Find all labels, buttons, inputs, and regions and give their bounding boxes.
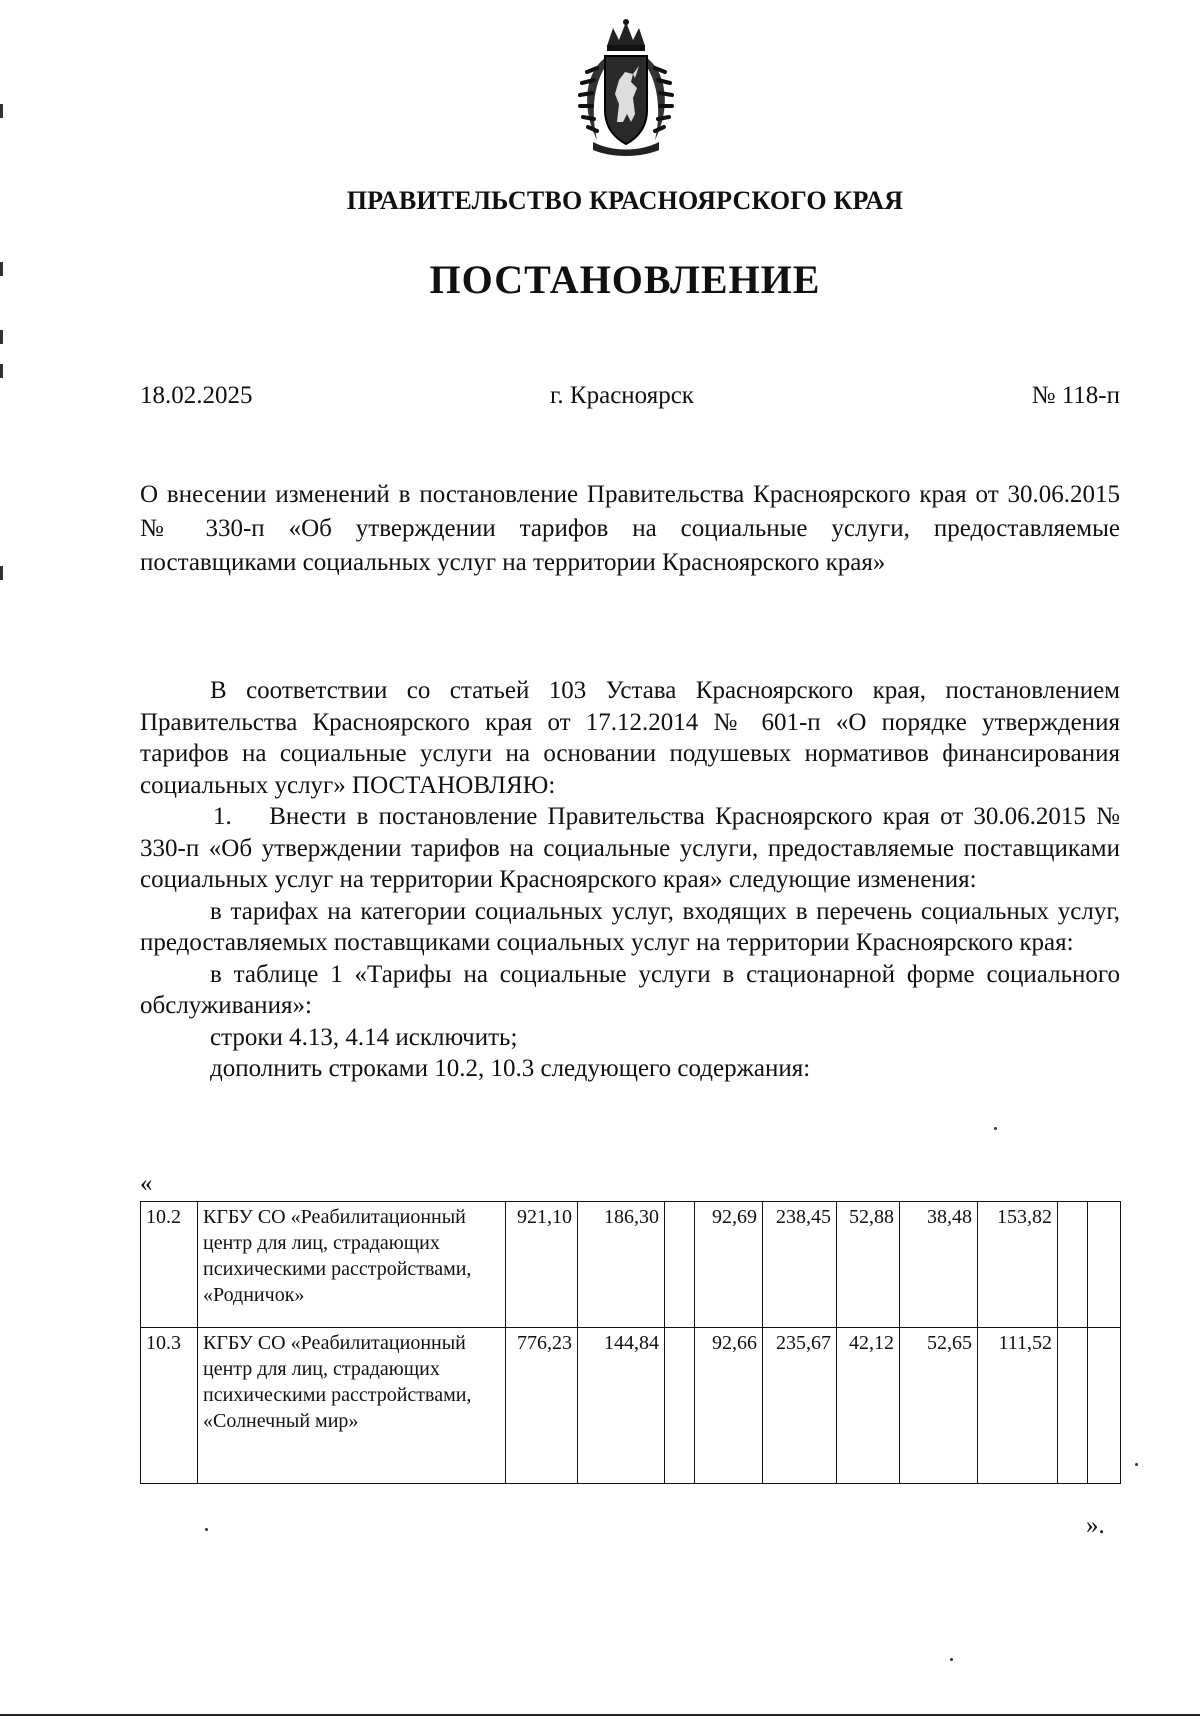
scan-speck (1135, 1463, 1138, 1466)
tariff-cell: 153,82 (978, 1202, 1058, 1328)
tariff-table (140, 1201, 1121, 1484)
tariff-cell: 111,52 (978, 1328, 1058, 1484)
provider-name-cell: КГБУ СО «Реабилитационный центр для лиц, страдающих психическими расстройствами, «Родничок» (198, 1202, 506, 1328)
tariffs-intro-paragraph: в тарифах на категории социальных услуг, входящих в перечень социальных услуг, предоставляемых поставщиками социальных услуг на территории Красноярского края: (140, 897, 1120, 956)
table-quote-open: « (140, 1170, 153, 1197)
tariff-cell: 235,67 (763, 1328, 837, 1484)
row-number-cell: 10.2 (141, 1202, 198, 1328)
table-row (141, 1202, 1121, 1328)
point-1-paragraph: 1. Внести в постановление Правительства Красноярского края от 30.06.2015 № 330-п «Об утверждении тарифов на социальные услуги, предоставляемые поставщиками социальных услуг на территории Красноярского края» следующие изменения: (140, 803, 1120, 893)
document-body (140, 675, 1120, 1085)
rows-exclude-paragraph: строки 4.13, 4.14 исключить; (210, 1023, 518, 1051)
preamble-paragraph: В соответствии со статьей 103 Устава Красноярского края, постановлением Правительства Красноярского края от 17.12.2014 № 601-п «О порядке утверждения тарифов на социальные услуги на основании подушевых нормативов финансирования социальных услуг» ПОСТАНОВЛЯЮ: (140, 677, 1120, 799)
document-number: № 118-п (1031, 382, 1120, 409)
coat-of-arms-emblem (567, 18, 685, 160)
tariff-cell (665, 1202, 695, 1328)
table-row (141, 1328, 1121, 1484)
scan-speck (950, 1658, 953, 1661)
tariff-cell: 186,30 (578, 1202, 665, 1328)
tariff-cell: 38,48 (900, 1202, 978, 1328)
table1-intro-paragraph: в таблице 1 «Тарифы на социальные услуги в стационарной форме социального обслуживания»: (140, 960, 1120, 1019)
tariff-cell: 776,23 (506, 1328, 578, 1484)
tariff-cell: 921,10 (506, 1202, 578, 1328)
tariff-cell (1058, 1328, 1088, 1484)
rows-add-paragraph: дополнить строками 10.2, 10.3 следующего содержания: (210, 1055, 811, 1082)
tariff-cell (665, 1328, 695, 1484)
document-date: 18.02.2025 (140, 382, 253, 409)
tariff-cell: 144,84 (578, 1328, 665, 1484)
tariff-cell (1088, 1202, 1121, 1328)
tariff-cell: 42,12 (837, 1328, 900, 1484)
table-quote-close: ». (1086, 1512, 1105, 1539)
tariff-cell (1088, 1328, 1121, 1484)
tariff-cell: 238,45 (763, 1202, 837, 1328)
provider-name-cell: КГБУ СО «Реабилитационный центр для лиц, страдающих психическими расстройствами, «Солнечный мир» (198, 1328, 506, 1484)
scan-speck (994, 1127, 997, 1130)
tariff-cell (1058, 1202, 1088, 1328)
organization-title: ПРАВИТЕЛЬСТВО КРАСНОЯРСКОГО КРАЯ (346, 186, 904, 215)
row-number-cell: 10.3 (141, 1328, 198, 1484)
tariff-cell: 52,65 (900, 1328, 978, 1484)
document-type-heading: ПОСТАНОВЛЕНИЕ (429, 257, 821, 302)
tariff-cell: 92,66 (695, 1328, 763, 1484)
scan-speck (205, 1528, 208, 1531)
tariff-cell: 52,88 (837, 1202, 900, 1328)
document-city: г. Красноярск (550, 382, 694, 409)
tariff-cell: 92,69 (695, 1202, 763, 1328)
document-subject: О внесении изменений в постановление Правительства Красноярского края от 30.06.2015 № 330-п «Об утверждении тарифов на социальные услуги, предоставляемые поставщиками социальных услуг на территории Красноярского края» (140, 481, 1120, 576)
scan-bottom-edge (0, 1714, 1200, 1716)
